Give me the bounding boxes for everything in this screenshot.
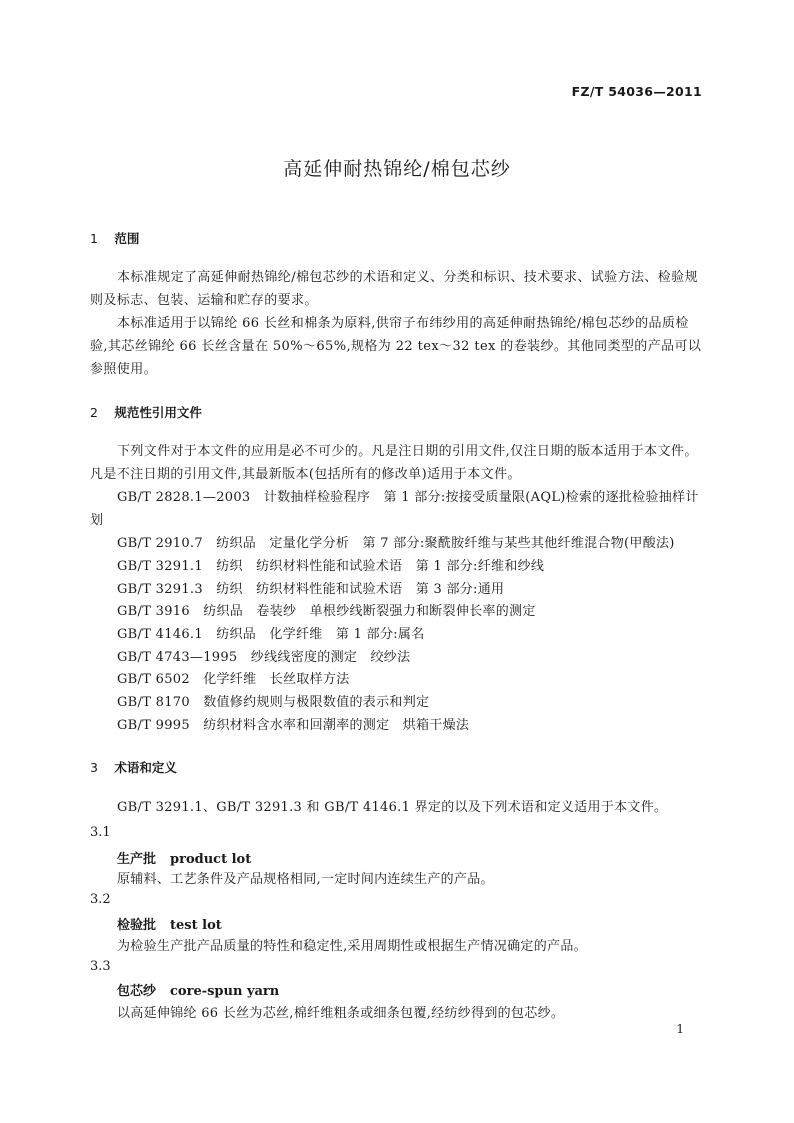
reference-item: GB/T 3291.3 纺织 纺织材料性能和试验术语 第 3 部分:通用 (117, 582, 505, 597)
reference-item: GB/T 4146.1 纺织品 化学纤维 第 1 部分:属名 (117, 627, 425, 642)
reference-item: GB/T 2910.7 纺织品 定量化学分析 第 7 部分:聚酰胺纤维与某些其他纤维混合物(甲酸法) (117, 536, 675, 551)
term-number: 3.1 (90, 825, 111, 840)
term-definition: 以高延伸锦纶 66 长丝为芯丝,棉纤维粗条或细条包覆,经纺纱得到的包芯纱。 (117, 1006, 565, 1021)
term-zh: 检验批 (117, 918, 157, 933)
paragraph: 本标准规定了高延伸耐热锦纶/棉包芯纱的术语和定义、分类和标识、技术要求、试验方法、检验规则及标志、包装、运输和贮存的要求。 (90, 270, 698, 308)
section-3-heading (90, 758, 177, 776)
paragraph: 下列文件对于本文件的应用是必不可少的。凡是注日期的引用文件,仅注日期的版本适用于本文件。凡是不注日期的引用文件,其最新版本(包括所有的修改单)适用于本文件。 (90, 444, 698, 482)
term-definition: 为检验生产批产品质量的特性和稳定性,采用周期性或根据生产情况确定的产品。 (117, 939, 587, 954)
term-zh: 生产批 (117, 852, 157, 867)
term-heading (117, 914, 222, 933)
reference-item: GB/T 2828.1—2003 计数抽样检验程序 第 1 部分:按接受质量限(AQL)检索的逐批检验抽样计划 (90, 490, 699, 528)
term-en: test lot (170, 918, 222, 933)
paragraph: GB/T 3291.1、GB/T 3291.3 和 GB/T 4146.1 界定的以及下列术语和定义适用于本文件。 (117, 800, 668, 815)
reference-item: GB/T 3291.1 纺织 纺织材料性能和试验术语 第 1 部分:纤维和纱线 (117, 559, 545, 574)
term-heading (117, 980, 279, 999)
section-number: 2 (90, 405, 98, 420)
term-en: product lot (170, 852, 252, 867)
term-number: 3.2 (90, 892, 111, 907)
reference-item: GB/T 3916 纺织品 卷装纱 单根纱线断裂强力和断裂伸长率的测定 (117, 604, 536, 619)
section-title: 范围 (114, 231, 140, 246)
document-title: 高延伸耐热锦纶/棉包芯纱 (283, 158, 511, 180)
section-title: 术语和定义 (114, 760, 177, 775)
reference-item: GB/T 9995 纺织材料含水率和回潮率的测定 烘箱干燥法 (117, 718, 470, 733)
term-number: 3.3 (90, 959, 111, 974)
term-heading (117, 848, 251, 867)
paragraph: 本标准适用于以锦纶 66 长丝和棉条为原料,供帘子布纬纱用的高延伸耐热锦纶/棉包芯纱的品质检验,其芯丝锦纶 66 长丝含量在 50%～65%,规格为 22 tex～32 tex 的卷装纱。其他同类型的产品可以参照使用。 (90, 316, 702, 377)
section-2-heading (90, 403, 202, 421)
term-en: core-spun yarn (170, 984, 280, 999)
standard-code: FZ/T 54036—2011 (571, 84, 702, 99)
reference-item: GB/T 4743—1995 纱线线密度的测定 绞纱法 (117, 650, 411, 665)
term-definition: 原辅料、工艺条件及产品规格相同,一定时间内连续生产的产品。 (117, 872, 494, 887)
term-zh: 包芯纱 (117, 984, 157, 999)
section-number: 3 (90, 760, 98, 775)
section-1-heading (90, 229, 139, 247)
section-title: 规范性引用文件 (114, 405, 202, 420)
section-number: 1 (90, 231, 98, 246)
reference-item: GB/T 6502 化学纤维 长丝取样方法 (117, 672, 350, 687)
reference-item: GB/T 8170 数值修约规则与极限数值的表示和判定 (117, 695, 430, 710)
page-number: 1 (676, 1022, 684, 1036)
